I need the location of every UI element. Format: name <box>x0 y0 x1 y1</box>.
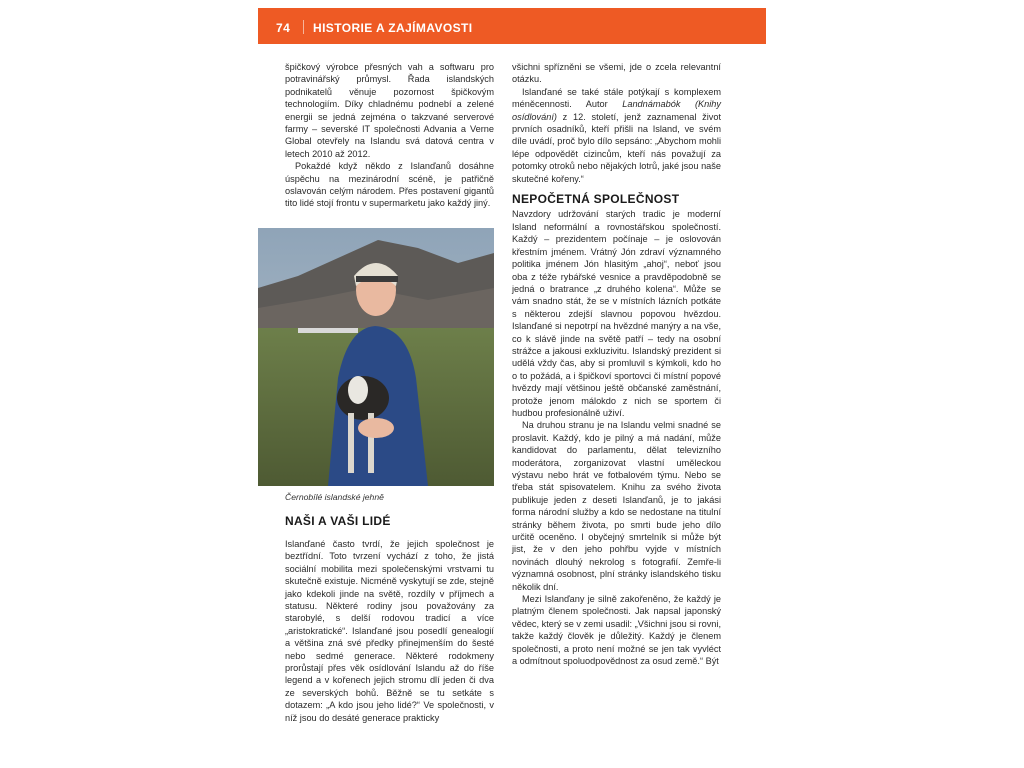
paragraph-text: z 12. století, jenž zaznamenal život prvních osadníků, kteří přišli na Island, ve svém díle uvádí, proč bylo dílo sepsáno: „Abychom mohli lépe odpovědět cizincům, kteří nás považují za potomky otroků nebo nějakých lotrů, jaké jsou naše skutečné kořeny.“ <box>512 111 721 184</box>
left-column-bottom <box>285 538 494 724</box>
book-page <box>258 8 766 760</box>
left-column-top <box>285 61 494 210</box>
paragraph: špičkový výrobce přesných vah a softwaru pro potravinářský průmysl. Řada islandských podnikatelů věnuje pozornost špičkovým technologiím. Díky chladnému podnebí a zelené energii se jedná zejména o takzvané serverové farmy – severské IT společnosti Advania a Verne Global otevřely na Islandu svá datová centra v letech 2010 až 2012. <box>285 62 494 159</box>
chapter-title: HISTORIE A ZAJÍMAVOSTI <box>313 21 473 35</box>
paragraph: Mezi Islanďany je silně zakořeněno, že každý je platným členem společnosti. Jak napsal japonský vědec, který se v zemi usadil: „Všichni jsou si rovni, takže každý člověk je důležitý. Každý je členem společnosti, a proto není možné se jen tak vyvléct a odmítnout spoluodpovědnost za osud země.“ Být <box>512 594 721 667</box>
page-header-bar <box>258 8 766 44</box>
book-title: Landnámabók (Knihy osídlování) <box>512 99 721 122</box>
photo-caption: Černobílé islandské jehně <box>285 492 384 502</box>
right-column <box>512 61 721 668</box>
paragraph-text: Islanďané se také stále potýkají s komplexem méněcennosti. Autor <box>512 86 721 110</box>
header-divider <box>303 20 304 34</box>
page-number: 74 <box>276 21 291 35</box>
photo-girl-with-lamb <box>258 228 494 486</box>
paragraph: Islanďané často tvrdí, že jejich společnost je beztřídní. Toto tvrzení vychází z toho, že jistá sociální mobilita mezi společenskými vrstvami tu skutečně existuje. Nicméně vyskytují se zde, stejně jako kdekoli jinde na světě, rozdíly v příjmech a statusu. Některé rodiny jsou považovány za starobylé, s delší rodovou tradicí a více „aristokratické“. Islanďané jsou posedlí genealogií a většina zná své předky přinejmenším do šesté nebo sedmé generace. Některé rodokmeny prorůstají přes věk osídlování Islandu až do říše legend a v kořenech jejich stromu dlí jeden či dva ze severských bohů. Běžně se tu setkáte s dotazem: „A kdo jsou jeho lidé?“ Ve společnosti, v níž jsou do desáté generace prakticky <box>285 539 494 723</box>
section-heading: NEPOČETNÁ SPOLEČNOST <box>512 192 680 207</box>
paragraph: všichni spřízněni se všemi, jde o zcela relevantní otázku. <box>512 62 721 85</box>
section-heading: NAŠI A VAŠI LIDÉ <box>285 514 391 528</box>
paragraph: Navzdory udržování starých tradic je moderní Island neformální a rovnostářskou společností. Každý – prezidentem počínaje – je oslovován křestním jménem. Vrátný Jón zdraví významného politika jménem Jón hlasitým „ahoj“, neboť jsou oba z téže rybářské vesnice a pravděpodobně se jedná o bratrance „z druhého kolena“. Může se vám snadno stát, že se v místních lázních potkáte s některou zdejší slavnou popovou hvězdou. Islanďané si nepotrpí na hvězdné manýry a na vše, co k slávě jinde na světě patří – tedy na osobní strážce a jakousi exkluzivitu. Islandský prezident si udělá vždy čas, aby si promluvil s kýmkoli, kdo ho o to požádá, a i špičkoví sportovci či místní popové hvězdy mají většinou ještě občanské zaměstnání, protože jenom málokdo z nich se sportem či hudbou profesionálně uživí. <box>512 209 721 418</box>
paragraph: Na druhou stranu je na Islandu velmi snadné se proslavit. Každý, kdo je pilný a má nadání, může kandidovat do parlamentu, dělat televizního moderátora, zorganizovat vlastní uměleckou výstavu nebo hrát ve fotbalovém týmu. Nebo se třeba stát spisovatelem. Knihu za svého života publikuje jeden z deseti Islanďanů, je to jakási forma národní služby a kdo se nedostane na titulní stránky během života, po smrti bude jeho dílo určitě oceněno. I obyčejný smrtelník si může být jist, že v den jeho pohřbu vyjde v místních novinách dlouhý nekrolog s fotografií. Zemře-li významná osobnost, plní stránky islandského tisku několik dní. <box>512 420 721 592</box>
paragraph: Pokaždé když někdo z Islanďanů dosáhne úspěchu na mezinárodní scéně, je patřičně oslavován celým národem. Přes postavení gigantů tito lidé stojí frontu v supermarketu jako každý jiný. <box>285 161 494 209</box>
paragraph <box>512 86 721 185</box>
